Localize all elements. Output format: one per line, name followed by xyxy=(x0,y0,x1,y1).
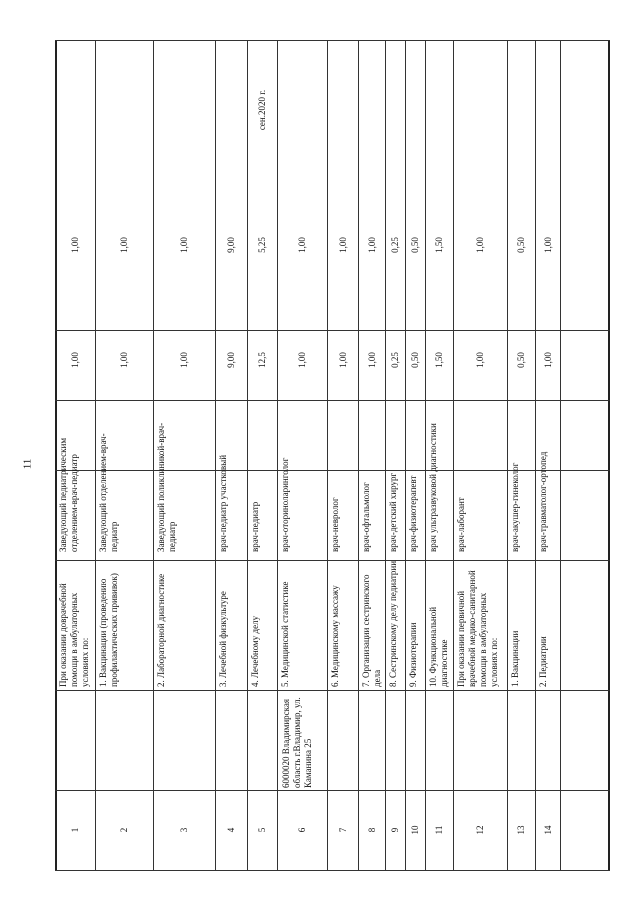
cell-service: 3. Лечебной физкультуре xyxy=(218,591,228,687)
cell-position: врач-лаборант xyxy=(456,497,466,552)
cell-position: врач-невролог xyxy=(330,497,340,552)
table-rule xyxy=(215,40,216,870)
cell-v1: 1,00 xyxy=(179,352,189,368)
cell-v2: 1,50 xyxy=(434,237,444,253)
cell-position: врач-травматолог-ортопед xyxy=(538,451,548,552)
cell-n: 1 xyxy=(70,827,80,833)
page-number: 11 xyxy=(21,458,34,470)
cell-v1: 1,00 xyxy=(70,352,80,368)
cell-service: 4. Лечебному делу xyxy=(250,615,260,687)
cell-v1: 0,50 xyxy=(410,352,420,368)
cell-v2: 1,00 xyxy=(366,237,377,253)
cell-v2: 1,00 xyxy=(119,237,129,253)
cell-v2: 0,50 xyxy=(410,237,420,253)
cell-n: 6 xyxy=(297,827,307,833)
cell-position: врач-оториноларинголог xyxy=(280,457,290,552)
table-rule xyxy=(327,40,328,870)
cell-v2: 1,00 xyxy=(542,237,553,253)
cell-n: 4 xyxy=(226,827,236,833)
cell-v1: 12,5 xyxy=(257,352,267,368)
table-rule xyxy=(55,690,610,691)
cell-v1: 1,00 xyxy=(366,352,377,368)
table-rule xyxy=(385,40,386,870)
address-cell: 6000020 Владимирская область г.Владимир, ул. Каманина 25 xyxy=(281,697,313,788)
cell-position: врач ультразвуковой диагностики xyxy=(428,423,438,552)
cell-n: 9 xyxy=(390,827,400,833)
cell-service: При оказании доврачебной помощи в амбулаторных условиях по: xyxy=(58,583,90,687)
cell-v1: 1,00 xyxy=(475,352,485,368)
table-rule xyxy=(405,40,406,870)
table-rule xyxy=(425,40,426,870)
table-rule xyxy=(277,40,278,870)
cell-n: 10 xyxy=(410,825,420,835)
cell-service: 10. Функциональной диагностике xyxy=(428,606,449,687)
cell-n: 12 xyxy=(475,825,485,835)
cell-v1: 1,00 xyxy=(337,352,348,368)
cell-v2: 1,00 xyxy=(337,237,348,253)
cell-v1: 0,25 xyxy=(390,352,400,368)
cell-n: 2 xyxy=(119,827,129,833)
table-rule xyxy=(95,40,96,870)
cell-service: 5. Медицинской статистике xyxy=(280,581,290,687)
cell-position: врач-офтальмолог xyxy=(361,482,371,552)
cell-v2: 1,00 xyxy=(475,237,485,253)
cell-position: Заведующий педиатрическим отделением-врач-педиатр xyxy=(58,437,79,552)
table-rule xyxy=(358,40,359,870)
cell-n: 8 xyxy=(366,827,377,833)
cell-v1: 0,50 xyxy=(516,352,526,368)
table-rule xyxy=(153,40,154,870)
cell-v2: 0,25 xyxy=(390,237,400,253)
cell-v2: 1,00 xyxy=(179,237,189,253)
cell-n: 13 xyxy=(516,825,526,835)
cell-service: 6. Медицинскому массажу xyxy=(330,585,340,687)
cell-v1: 1,00 xyxy=(542,352,553,368)
table-rule xyxy=(608,40,610,870)
cell-service: 1. Вакцинации xyxy=(510,630,520,687)
cell-service: 2. Лабораторной диагностике xyxy=(156,573,166,687)
cell-v1: 1,50 xyxy=(434,352,444,368)
cell-position: Заведующий отделением-врач-педиатр xyxy=(98,433,119,552)
cell-n: 3 xyxy=(179,827,189,833)
cell-v1: 1,00 xyxy=(119,352,129,368)
table-rule xyxy=(535,40,536,870)
cell-v2: 1,00 xyxy=(297,237,307,253)
cell-position: врач-физиотерапевт xyxy=(408,475,418,552)
table-rule xyxy=(247,40,248,870)
cell-n: 11 xyxy=(434,825,444,835)
cell-position: врач-акушер-гинеколог xyxy=(510,462,520,552)
table-rule xyxy=(55,40,57,870)
cell-service: 1. Вакцинации (проведению профилактических прививок) xyxy=(98,573,119,687)
table-rule xyxy=(560,40,561,870)
cell-service: 7. Организации сестринского дела xyxy=(361,574,382,687)
cell-position: врач-педиатр участковый xyxy=(218,454,228,552)
table-rule xyxy=(453,40,454,870)
cell-service: 9. Физиотерапии xyxy=(408,622,418,687)
cell-n: 14 xyxy=(542,825,553,835)
cell-v1: 1,00 xyxy=(297,352,307,368)
cell-v2: 0,50 xyxy=(516,237,526,253)
cell-n: 7 xyxy=(337,827,348,833)
table-rule xyxy=(55,870,610,871)
cell-note: сен.2020 г. xyxy=(257,89,267,131)
cell-v1: 9,00 xyxy=(226,352,236,368)
cell-v2: 9,00 xyxy=(226,237,236,253)
cell-n: 5 xyxy=(257,827,267,833)
cell-v2: 5,25 xyxy=(257,237,267,253)
cell-service: При оказании первичной врачебной медико-санитарной помощи в амбулаторных условиях по: xyxy=(456,570,499,687)
cell-v2: 1,00 xyxy=(70,237,80,253)
cell-service: 2. Педиатрии xyxy=(538,636,548,687)
cell-position: врач-педиатр xyxy=(250,501,260,552)
table-rule xyxy=(507,40,508,870)
cell-position: Заведующий поликлиникой-врач-педиатр xyxy=(156,422,177,552)
cell-service: 8. Сестринскому делу педиатрии xyxy=(388,560,398,687)
document-table xyxy=(55,40,610,870)
table-rule xyxy=(55,40,610,41)
cell-position: врач-детский хирург xyxy=(388,472,398,552)
